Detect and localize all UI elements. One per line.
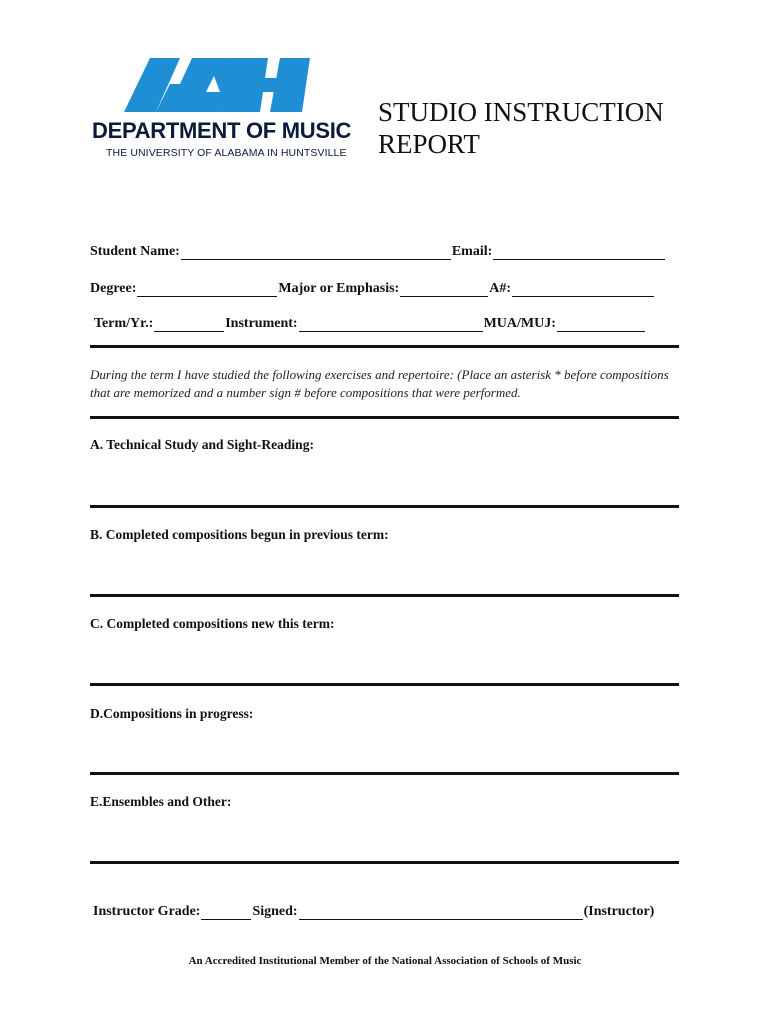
section-d-rule (90, 772, 679, 775)
university-name: THE UNIVERSITY OF ALABAMA IN HUNTSVILLE (106, 147, 347, 159)
term-label: Term/Yr.: (94, 316, 154, 331)
section-a-heading: A. Technical Study and Sight-Reading: (90, 437, 314, 452)
instrument-field[interactable] (299, 317, 483, 332)
section-e-rule (90, 861, 679, 864)
instructor-label: (Instructor) (583, 904, 655, 919)
email-label: Email: (451, 244, 493, 259)
email-field[interactable] (493, 245, 665, 260)
student-info-row (90, 240, 666, 260)
section-c-rule (90, 683, 679, 686)
major-label: Major or Emphasis: (278, 281, 400, 296)
section-a-rule (90, 505, 679, 508)
section-d-heading: D.Compositions in progress: (90, 706, 254, 721)
instructions-text: During the term I have studied the following exercises and repertoire: (Place an asterisk * before compositions that are memorized and a number sign # before compositions that were performed. (90, 367, 669, 400)
section-c-heading: C. Completed compositions new this term: (90, 616, 335, 631)
divider (90, 345, 679, 348)
student-name-label: Student Name: (90, 244, 180, 259)
uah-logo (120, 56, 315, 116)
a-number-label: A#: (489, 281, 511, 296)
mua-label: MUA/MUJ: (483, 316, 556, 331)
instrument-label: Instrument: (225, 316, 298, 331)
signed-label: Signed: (252, 904, 298, 919)
logo-stroke-a (180, 58, 232, 84)
a-number-field[interactable] (512, 282, 654, 297)
section-e-heading: E.Ensembles and Other: (90, 794, 232, 809)
major-field[interactable] (400, 282, 488, 297)
term-row (94, 312, 646, 332)
signature-field[interactable] (299, 905, 583, 920)
logo-stroke-h-right (270, 58, 310, 112)
degree-row (90, 277, 655, 297)
accreditation-footer: An Accredited Institutional Member of the National Association of Schools of Music (188, 955, 582, 967)
section-b-heading: B. Completed compositions begun in previous term: (90, 527, 389, 542)
grade-field[interactable] (201, 905, 251, 920)
signature-row (93, 900, 654, 920)
degree-label: Degree: (90, 281, 137, 296)
divider (90, 416, 679, 419)
term-field[interactable] (154, 317, 224, 332)
page-title (378, 96, 664, 160)
logo-stroke-u-bottom (156, 84, 230, 112)
title-line-2: REPORT (378, 129, 480, 159)
student-name-field[interactable] (181, 245, 451, 260)
department-name: DEPARTMENT OF MUSIC (92, 118, 352, 143)
grade-label: Instructor Grade: (93, 904, 201, 919)
mua-field[interactable] (557, 317, 645, 332)
section-b-rule (90, 594, 679, 597)
degree-field[interactable] (137, 282, 277, 297)
title-line-1: STUDIO INSTRUCTION (378, 97, 664, 127)
